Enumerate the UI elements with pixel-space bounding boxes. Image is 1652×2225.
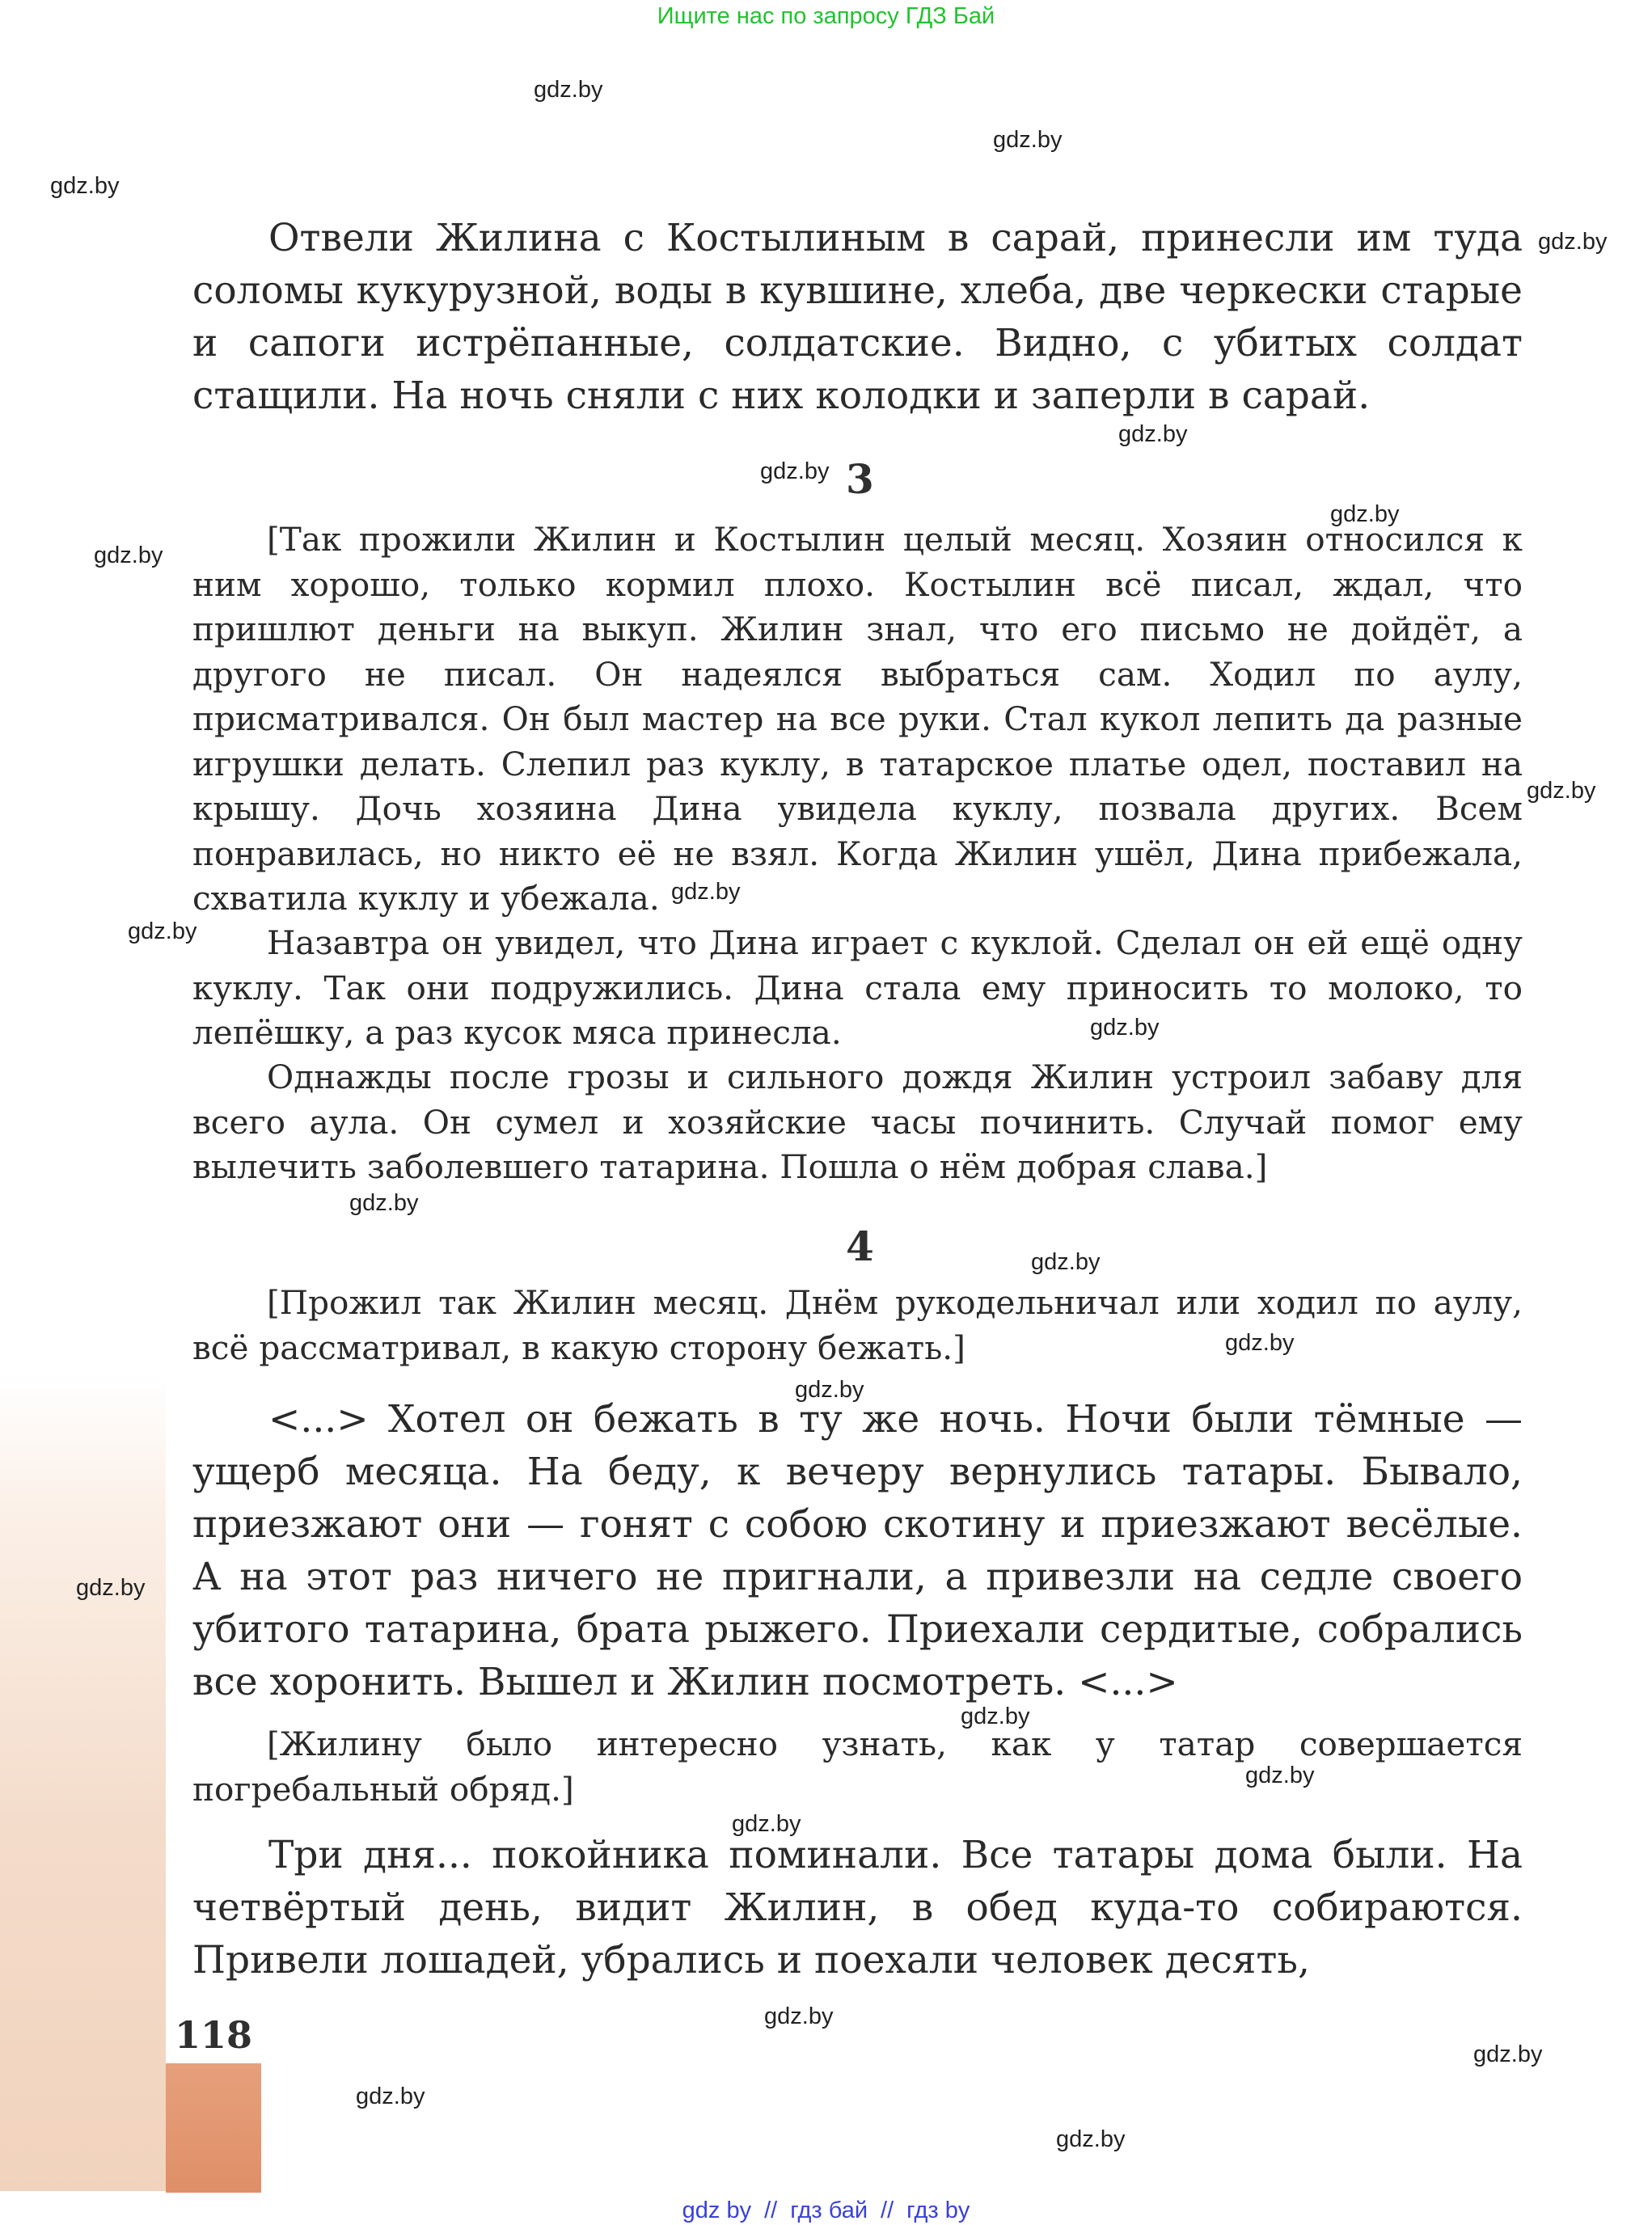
footer-separator: // [764, 2198, 778, 2223]
footer-link-gdz-by[interactable]: gdz by [682, 2198, 752, 2223]
footer-link-gdz-bai[interactable]: гдз бай [790, 2198, 868, 2223]
paragraph: Три дня... покойника поминали. Все татары дома были. На четвёртый день, видит Жилин, в обед куда-то собираются. Привели лошадей, убрались и поехали человек десять, [192, 1833, 1523, 1982]
paragraph: Назавтра он увидел, что Дина играет с куклой. Сделал он ей ещё одну куклу. Так они подружились. Дина стала ему приносить то молоко, то лепёшку, а раз кусок мяса принесла. [192, 923, 1523, 1052]
footer-link-gdz-by-cyr[interactable]: гдз by [906, 2198, 970, 2223]
paragraph: Однажды после грозы и сильного дождя Жилин устроил забаву для всего аула. Он сумел и хозяйские часы починить. Случай помог ему вылечить заболевшего татарина. Пошла о нём добрая слава.] [192, 1058, 1523, 1186]
page-number-band [166, 2063, 261, 2193]
watermark: gdz.by [1118, 421, 1188, 447]
watermark: gdz.by [1225, 1330, 1295, 1356]
watermark: gdz.by [961, 1704, 1030, 1729]
paragraph: [Прожил так Жилин месяц. Днём рукодельничал или ходил по аулу, всё рассматривал, в какую сторону бежать.] [192, 1283, 1523, 1367]
watermark: gdz.by [1473, 2041, 1543, 2067]
watermark: gdz.by [1090, 1015, 1160, 1041]
watermark: gdz.by [50, 173, 120, 199]
watermark: gdz.by [1031, 1249, 1101, 1275]
watermark: gdz.by [1330, 501, 1400, 527]
watermark: gdz.by [349, 1190, 419, 1216]
watermark: gdz.by [732, 1811, 801, 1837]
chapter-number-4: 4 [846, 1222, 874, 1270]
watermark: gdz.by [534, 77, 603, 103]
watermark: gdz.by [760, 458, 830, 484]
paragraph: <...> Хотел он бежать в ту же ночь. Ночи были тёмные — ущерб месяца. На беду, к вечеру вернулись татары. Бывало, приезжают они — гонят с собою скотину и приезжают весёлые. А на этот раз ничего не пригнали, а привезли на седле своего убитого татарина, брата рыжего. Приехали сердитые, собрались все хоронить. Вышел и Жилин посмотреть. <...> [192, 1397, 1523, 1704]
watermark: gdz.by [1538, 229, 1608, 255]
footer-separator: // [881, 2198, 894, 2223]
top-banner[interactable]: Ищите нас по запросу ГДЗ Бай [657, 3, 995, 29]
watermark: gdz.by [76, 1575, 146, 1601]
watermark: gdz.by [1056, 2126, 1126, 2152]
watermark: gdz.by [993, 127, 1063, 153]
paragraph: [Так прожили Жилин и Костылин целый месяц. Хозяин относился к ним хорошо, только кормил плохо. Костылин всё писал, ждал, что пришлют деньги на выкуп. Жилин знал, что его письмо не дойдёт, а другого не писал. Он надеялся выбраться сам. Ходил по аулу, присматривался. Он был мастер на все руки. Стал кукол лепить да разные игрушки делать. Слепил раз куклу, в татарское платье одел, поставил на крышу. Дочь хозяина Дина увидела куклу, позвала других. Всем понравилась, но никто её не взял. Когда Жилин ушёл, Дина прибежала, схватила куклу и убежала. [192, 520, 1523, 918]
watermark: gdz.by [671, 879, 741, 905]
watermark: gdz.by [764, 2003, 834, 2029]
watermark: gdz.by [356, 2084, 425, 2109]
page-number: 118 [175, 2013, 253, 2057]
side-texture [0, 1374, 166, 2191]
watermark: gdz.by [1527, 778, 1596, 804]
watermark: gdz.by [795, 1377, 864, 1403]
chapter-number-3: 3 [846, 455, 874, 503]
watermark: gdz.by [1245, 1763, 1315, 1788]
paragraph: Отвели Жилина с Костылиным в сарай, принесли им туда соломы кукурузной, воды в кувшине, хлеба, две черкески старые и сапоги истрёпанные, солдатские. Видно, с убитых солдат стащили. На ночь сняли с них колодки и заперли в сарай. [192, 216, 1523, 418]
paragraph: [Жилину было интересно узнать, как у татар совершается погребальный обряд.] [192, 1725, 1523, 1809]
footer-links [0, 2198, 1652, 2224]
watermark: gdz.by [94, 543, 163, 568]
watermark: gdz.by [128, 918, 197, 944]
